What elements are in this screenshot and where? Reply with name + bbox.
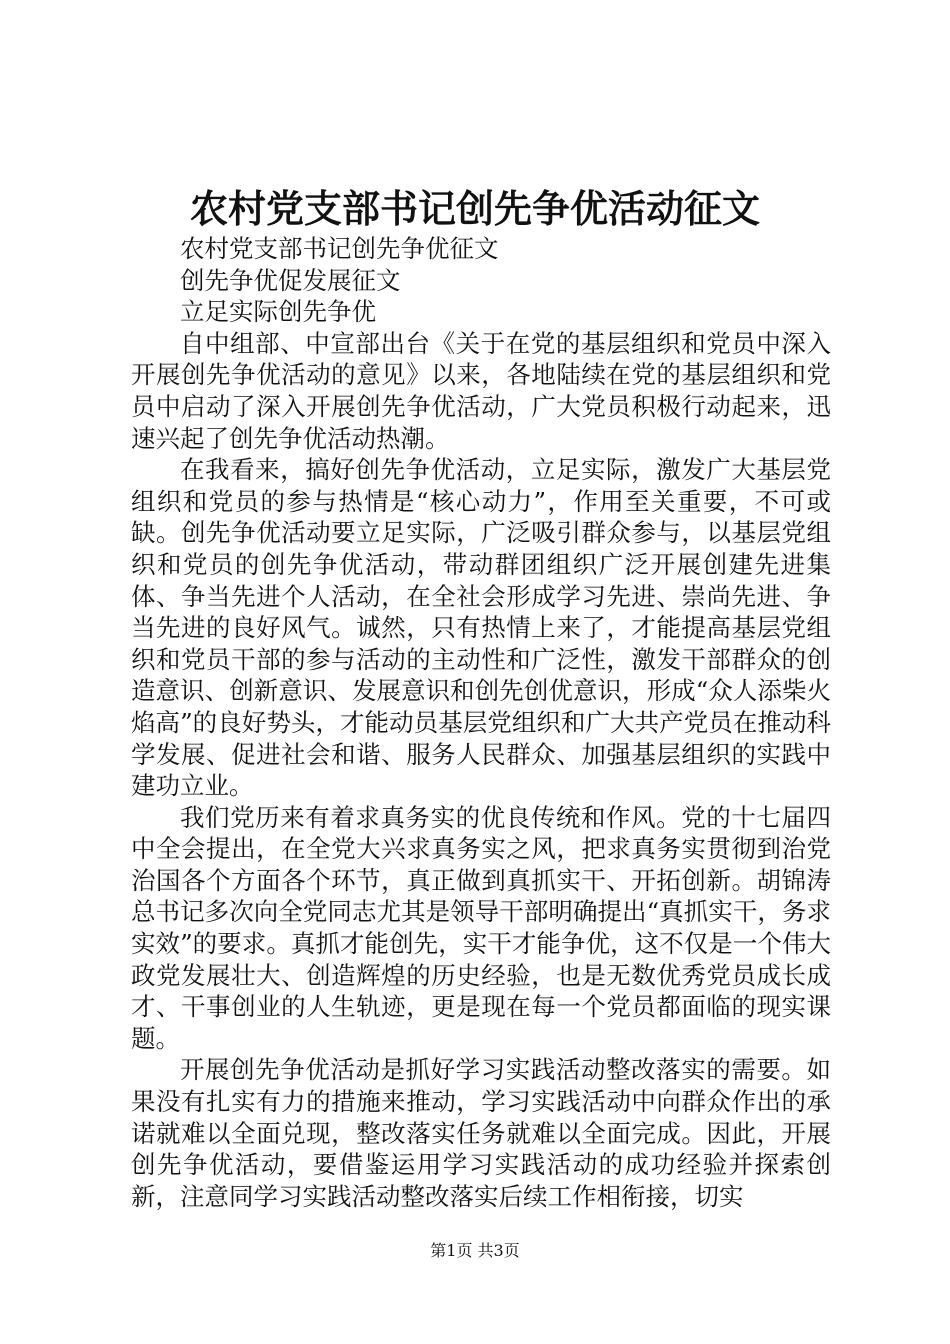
- subtitle-line: 创先争优促发展征文: [180, 265, 401, 295]
- body-paragraph: 自中组部、中宣部出台《关于在党的基层组织和党员中深入开展创先争优活动的意见》以来，各地陆续在党的基层组织和党员中启动了深入开展创先争优活动，广大党员积极行动起来，迅速兴起了创先争优活动热潮。: [131, 328, 831, 453]
- document-body: [131, 233, 831, 1212]
- body-paragraph: 开展创先争优活动是抓好学习实践活动整改落实的需要。如果没有扎实有力的措施来推动，学习实践活动中向群众作出的承诺就难以全面兑现，整改落实任务就难以全面完成。因此，开展创先争优活动，要借鉴运用学习实践活动的成功经验并探索创新，注意同学习实践活动整改落实后续工作相衔接，切实: [131, 1055, 831, 1211]
- body-paragraph: 我们党历来有着求真务实的优良传统和作风。党的十七届四中全会提出，在全党大兴求真务实之风，把求真务实贯彻到治党治国各个方面各个环节，真正做到真抓实干、开拓创新。胡锦涛总书记多次向全党同志尤其是领导干部明确提出“真抓实干，务求实效”的要求。真抓才能创先，实干才能争优，这不仅是一个伟大政党发展壮大、创造辉煌的历史经验，也是无数优秀党员成长成才、干事创业的人生轨迹，更是现在每一个党员都面临的现实课题。: [131, 802, 831, 1053]
- page-footer: 第1页 共3页: [430, 1241, 520, 1260]
- body-paragraph: 在我看来，搞好创先争优活动，立足实际，激发广大基层党组织和党员的参与热情是“核心动力”，作用至关重要，不可或缺。创先争优活动要立足实际，广泛吸引群众参与，以基层党组织和党员的创先争优活动，带动群团组织广泛开展创建先进集体、争当先进个人活动，在全社会形成学习先进、崇尚先进、争当先进的良好风气。诚然，只有热情上来了，才能提高基层党组织和党员干部的参与活动的主动性和广泛性，激发干部群众的创造意识、创新意识、发展意识和创先创优意识，形成“众人添柴火焰高”的良好势头，才能动员基层党组织和广大共产党员在推动科学发展、促进社会和谐、服务人民群众、加强基层组织的实践中建功立业。: [131, 455, 831, 801]
- subtitle-line: 立足实际创先争优: [180, 297, 376, 327]
- document-title: 农村党支部书记创先争优活动征文: [189, 186, 760, 231]
- subtitle-line: 农村党支部书记创先争优征文: [180, 234, 499, 263]
